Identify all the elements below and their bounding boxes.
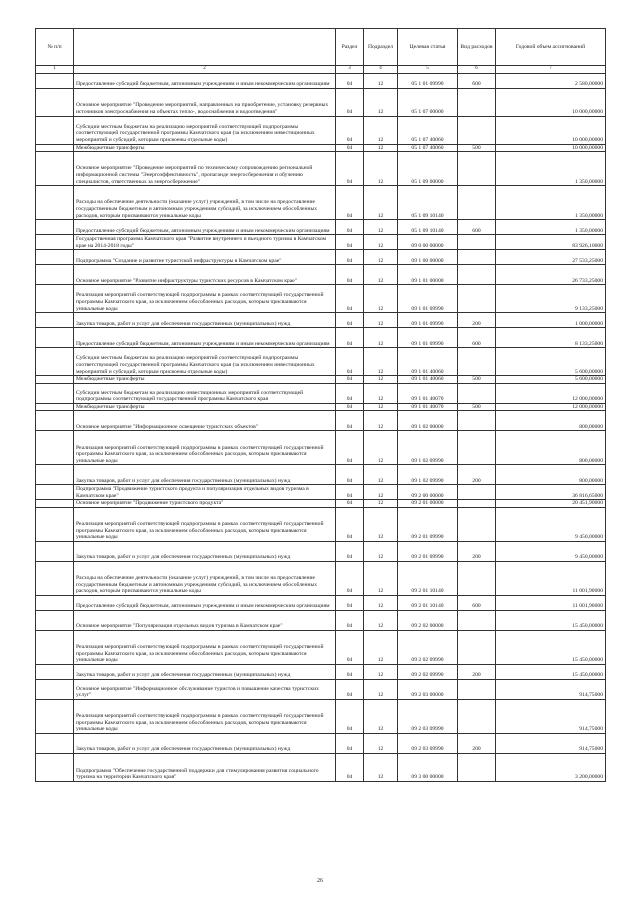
row-number-cell: [36, 595, 74, 610]
row-number-cell: [36, 507, 74, 541]
row-expense-type-cell: 500: [458, 144, 496, 152]
row-expense-type-cell: [458, 88, 496, 116]
row-expense-type-cell: 600: [458, 73, 496, 88]
row-name-cell: Закупка товаров, работ и услуг для обеспечения государственных (муниципальных) нужд: [74, 465, 336, 485]
row-expense-type-cell: [458, 507, 496, 541]
table-row: [36, 465, 606, 485]
row-amount-cell: 15 450,00000: [496, 664, 606, 679]
header-name: [74, 29, 336, 66]
row-razdel-cell: 04: [336, 285, 364, 313]
row-expense-type-cell: 600: [458, 328, 496, 348]
row-amount-cell: 12 000,00000: [496, 383, 606, 403]
row-number-cell: [36, 664, 74, 679]
table-row: [36, 664, 606, 679]
row-target-article-cell: 09 2 01 10140: [398, 595, 458, 610]
row-expense-type-cell: 600: [458, 595, 496, 610]
row-name-cell: Основное мероприятие "Проведение мероприятий, направленных на приобретение, установку резервных источников электроснабжения на объектах тепло-, водоснабжения и водоотведения": [74, 88, 336, 116]
row-expense-type-cell: 200: [458, 465, 496, 485]
row-podrazdel-cell: 12: [364, 610, 398, 630]
row-name-cell: Субсидии местным бюджетам на реализацию мероприятий соответствующей подпрограммы соответствующей государственной программы Камчатского края (за исключением инвестиционных мероприятий и субсидий, которым присвоены отдельные коды): [74, 348, 336, 376]
row-podrazdel-cell: 12: [364, 348, 398, 376]
row-razdel-cell: 04: [336, 507, 364, 541]
row-target-article-cell: 09 1 01 00000: [398, 265, 458, 285]
page-number: 26: [317, 878, 323, 884]
row-number-cell: [36, 186, 74, 220]
row-podrazdel-cell: 12: [364, 116, 398, 144]
budget-document: [35, 28, 605, 782]
row-podrazdel-cell: 12: [364, 733, 398, 753]
row-number-cell: [36, 235, 74, 250]
row-expense-type-cell: [458, 561, 496, 595]
row-target-article-cell: 09 1 00 00000: [398, 250, 458, 265]
row-number-cell: [36, 383, 74, 403]
column-index-row: [36, 66, 606, 74]
row-razdel-cell: 04: [336, 561, 364, 595]
row-expense-type-cell: [458, 186, 496, 220]
table-row: [36, 285, 606, 313]
row-number-cell: [36, 313, 74, 328]
row-name-cell: Предоставление субсидий бюджетным, автономным учреждениям и иным некоммерческим организациям: [74, 328, 336, 348]
row-number-cell: [36, 73, 74, 88]
row-razdel-cell: 04: [336, 403, 364, 411]
row-name-cell: Закупка товаров, работ и услуг для обеспечения государственных (муниципальных) нужд: [74, 541, 336, 561]
row-name-cell: Расходы на обеспечение деятельности (оказание услуг) учреждений, в том числе на предоставление государственным бюджетным и автономным учреждениям субсидий, за исключением обособленных расходов, которым присваиваются уникальные коды: [74, 561, 336, 595]
row-number-cell: [36, 679, 74, 699]
row-number-cell: [36, 265, 74, 285]
row-name-cell: Межбюджетные трансферты: [74, 403, 336, 411]
table-row: [36, 431, 606, 465]
row-target-article-cell: 09 3 00 00000: [398, 753, 458, 781]
row-razdel-cell: 04: [336, 348, 364, 376]
table-row: [36, 403, 606, 411]
table-row: [36, 541, 606, 561]
table-row: [36, 235, 606, 250]
row-target-article-cell: 09 2 00 00000: [398, 485, 458, 500]
table-row: [36, 73, 606, 88]
row-podrazdel-cell: 12: [364, 411, 398, 431]
row-expense-type-cell: [458, 610, 496, 630]
row-name-cell: Основное мероприятие "Развитие инфраструктуры туристских ресурсов в Камчатском крае": [74, 265, 336, 285]
row-razdel-cell: 04: [336, 465, 364, 485]
row-expense-type-cell: [458, 500, 496, 508]
row-razdel-cell: 04: [336, 88, 364, 116]
row-target-article-cell: 09 2 01 10140: [398, 561, 458, 595]
row-expense-type-cell: 200: [458, 541, 496, 561]
row-expense-type-cell: 200: [458, 733, 496, 753]
row-name-cell: Субсидии местным бюджетам на реализацию мероприятий соответствующей подпрограммы соответствующей государственной программы Камчатского края (за исключением инвестиционных мероприятий и субсидий, которым присвоены отдельные коды): [74, 116, 336, 144]
row-expense-type-cell: [458, 699, 496, 733]
table-row: [36, 265, 606, 285]
header-expense-type: Вид расходов: [458, 29, 496, 66]
col-index: 2: [74, 66, 336, 74]
row-target-article-cell: 09 1 01 40070: [398, 403, 458, 411]
row-target-article-cell: 09 2 02 09990: [398, 630, 458, 664]
row-podrazdel-cell: 12: [364, 465, 398, 485]
row-razdel-cell: 04: [336, 186, 364, 220]
table-row: [36, 152, 606, 186]
row-podrazdel-cell: 12: [364, 679, 398, 699]
row-number-cell: [36, 116, 74, 144]
row-name-cell: Закупка товаров, работ и услуг для обеспечения государственных (муниципальных) нужд: [74, 313, 336, 328]
row-amount-cell: 11 001,90000: [496, 595, 606, 610]
row-target-article-cell: 09 2 03 09990: [398, 699, 458, 733]
row-expense-type-cell: [458, 411, 496, 431]
row-amount-cell: 9 450,00000: [496, 507, 606, 541]
row-podrazdel-cell: 12: [364, 88, 398, 116]
row-expense-type-cell: [458, 383, 496, 403]
row-target-article-cell: 09 1 01 40060: [398, 348, 458, 376]
col-index: 4: [364, 66, 398, 74]
row-razdel-cell: 04: [336, 235, 364, 250]
row-podrazdel-cell: 12: [364, 285, 398, 313]
row-name-cell: Основное мероприятие "Информационное обслуживание туристов и повышение качества туристских услуг": [74, 679, 336, 699]
row-number-cell: [36, 753, 74, 781]
budget-table: [35, 28, 606, 782]
row-number-cell: [36, 348, 74, 376]
row-number-cell: [36, 610, 74, 630]
row-target-article-cell: 05 1 09 10140: [398, 220, 458, 235]
row-expense-type-cell: 200: [458, 313, 496, 328]
row-podrazdel-cell: 12: [364, 265, 398, 285]
row-target-article-cell: 09 2 02 00000: [398, 610, 458, 630]
row-amount-cell: 914,75000: [496, 733, 606, 753]
table-row: [36, 250, 606, 265]
table-row: [36, 610, 606, 630]
col-index: 1: [36, 66, 74, 74]
row-target-article-cell: 09 2 01 09990: [398, 507, 458, 541]
row-razdel-cell: 04: [336, 699, 364, 733]
row-podrazdel-cell: 12: [364, 235, 398, 250]
row-target-article-cell: 09 2 03 09990: [398, 733, 458, 753]
row-razdel-cell: 04: [336, 250, 364, 265]
row-podrazdel-cell: 12: [364, 383, 398, 403]
row-name-cell: Подпрограмма "Создание и развитие туристской инфраструктуры в Камчатском крае": [74, 250, 336, 265]
row-number-cell: [36, 541, 74, 561]
row-amount-cell: 5 600,00000: [496, 348, 606, 376]
row-number-cell: [36, 431, 74, 465]
row-expense-type-cell: [458, 116, 496, 144]
row-podrazdel-cell: 12: [364, 431, 398, 465]
row-target-article-cell: 09 1 02 09990: [398, 465, 458, 485]
row-amount-cell: 83 926,10000: [496, 235, 606, 250]
row-expense-type-cell: [458, 630, 496, 664]
row-name-cell: Реализация мероприятий соответствующей подпрограммы в рамках соответствующей государственной программы Камчатского края, за исключением обособленных расходов, которым присваиваются уникальные коды: [74, 431, 336, 465]
row-number-cell: [36, 500, 74, 508]
row-podrazdel-cell: 12: [364, 507, 398, 541]
row-amount-cell: 9 450,00000: [496, 541, 606, 561]
row-expense-type-cell: 500: [458, 403, 496, 411]
row-expense-type-cell: [458, 285, 496, 313]
row-podrazdel-cell: 12: [364, 313, 398, 328]
row-amount-cell: 12 000,00000: [496, 403, 606, 411]
row-podrazdel-cell: 12: [364, 485, 398, 500]
row-amount-cell: 1 350,00000: [496, 186, 606, 220]
row-razdel-cell: 04: [336, 630, 364, 664]
row-target-article-cell: 09 0 00 00000: [398, 235, 458, 250]
row-podrazdel-cell: 12: [364, 561, 398, 595]
row-podrazdel-cell: 12: [364, 73, 398, 88]
row-name-cell: Реализация мероприятий соответствующей подпрограммы в рамках соответствующей государственной программы Камчатского края, за исключением обособленных расходов, которым присваиваются уникальные коды: [74, 630, 336, 664]
row-razdel-cell: 04: [336, 733, 364, 753]
row-name-cell: Межбюджетные трансферты: [74, 376, 336, 384]
row-amount-cell: 1 000,00000: [496, 313, 606, 328]
row-razdel-cell: 04: [336, 144, 364, 152]
row-target-article-cell: 09 2 01 00000: [398, 500, 458, 508]
row-amount-cell: 8 133,25000: [496, 328, 606, 348]
table-row: [36, 383, 606, 403]
row-amount-cell: 10 000,00000: [496, 88, 606, 116]
table-row: [36, 313, 606, 328]
row-number-cell: [36, 699, 74, 733]
row-amount-cell: 1 350,00000: [496, 220, 606, 235]
row-number-cell: [36, 465, 74, 485]
row-name-cell: Предоставление субсидий бюджетным, автономным учреждениям и иным некоммерческим организациям: [74, 595, 336, 610]
table-row: [36, 500, 606, 508]
table-row: [36, 485, 606, 500]
row-name-cell: Основное мероприятие "Продвижение туристского продукта": [74, 500, 336, 508]
row-razdel-cell: 04: [336, 541, 364, 561]
row-podrazdel-cell: 12: [364, 328, 398, 348]
row-razdel-cell: 04: [336, 500, 364, 508]
row-amount-cell: 5 600,00000: [496, 376, 606, 384]
row-amount-cell: 10 000,00000: [496, 144, 606, 152]
row-target-article-cell: 05 1 07 00000: [398, 88, 458, 116]
row-target-article-cell: 09 1 02 09990: [398, 431, 458, 465]
row-razdel-cell: 04: [336, 431, 364, 465]
row-amount-cell: 800,00000: [496, 465, 606, 485]
header-row: [36, 29, 606, 66]
row-amount-cell: 27 533,25000: [496, 250, 606, 265]
row-number-cell: [36, 250, 74, 265]
row-amount-cell: 914,75000: [496, 679, 606, 699]
row-target-article-cell: 09 2 01 09990: [398, 541, 458, 561]
table-row: [36, 733, 606, 753]
row-razdel-cell: 04: [336, 610, 364, 630]
row-podrazdel-cell: 12: [364, 541, 398, 561]
row-expense-type-cell: [458, 348, 496, 376]
table-row: [36, 753, 606, 781]
table-row: [36, 88, 606, 116]
row-expense-type-cell: [458, 679, 496, 699]
row-name-cell: Подпрограмма "Обеспечение государственной поддержки для стимулирования развития социального туризма на территории Камчатского края": [74, 753, 336, 781]
row-amount-cell: 914,75000: [496, 699, 606, 733]
row-amount-cell: 36 816,65000: [496, 485, 606, 500]
row-amount-cell: 3 200,00000: [496, 753, 606, 781]
table-row: [36, 595, 606, 610]
row-amount-cell: 1 350,00000: [496, 152, 606, 186]
row-podrazdel-cell: 12: [364, 699, 398, 733]
row-target-article-cell: 09 1 01 09990: [398, 285, 458, 313]
row-amount-cell: 2 580,00000: [496, 73, 606, 88]
row-target-article-cell: 09 1 01 40060: [398, 376, 458, 384]
row-amount-cell: 9 133,25000: [496, 285, 606, 313]
row-target-article-cell: 09 2 03 00000: [398, 679, 458, 699]
row-expense-type-cell: [458, 485, 496, 500]
row-target-article-cell: 09 1 01 09990: [398, 313, 458, 328]
row-podrazdel-cell: 12: [364, 630, 398, 664]
row-razdel-cell: 04: [336, 383, 364, 403]
row-podrazdel-cell: 12: [364, 664, 398, 679]
row-podrazdel-cell: 12: [364, 595, 398, 610]
header-annual-amount: Годовой объем ассигнований: [496, 29, 606, 66]
row-name-cell: Закупка товаров, работ и услуг для обеспечения государственных (муниципальных) нужд: [74, 733, 336, 753]
row-podrazdel-cell: 12: [364, 250, 398, 265]
col-index: 5: [398, 66, 458, 74]
table-row: [36, 699, 606, 733]
row-name-cell: Межбюджетные трансферты: [74, 144, 336, 152]
row-number-cell: [36, 88, 74, 116]
row-razdel-cell: 04: [336, 152, 364, 186]
row-amount-cell: 800,00000: [496, 411, 606, 431]
row-amount-cell: 800,00000: [496, 431, 606, 465]
row-number-cell: [36, 561, 74, 595]
row-razdel-cell: 04: [336, 376, 364, 384]
row-number-cell: [36, 328, 74, 348]
row-expense-type-cell: [458, 235, 496, 250]
row-razdel-cell: 04: [336, 73, 364, 88]
row-podrazdel-cell: 12: [364, 186, 398, 220]
table-row: [36, 411, 606, 431]
table-row: [36, 116, 606, 144]
row-number-cell: [36, 285, 74, 313]
row-razdel-cell: 04: [336, 328, 364, 348]
row-name-cell: Основное мероприятие "Популяризация отдельных видов туризма в Камчатском крае": [74, 610, 336, 630]
row-number-cell: [36, 376, 74, 384]
row-expense-type-cell: [458, 431, 496, 465]
row-podrazdel-cell: 12: [364, 220, 398, 235]
row-podrazdel-cell: 12: [364, 403, 398, 411]
table-row: [36, 630, 606, 664]
row-expense-type-cell: [458, 265, 496, 285]
row-amount-cell: 26 733,25000: [496, 265, 606, 285]
row-name-cell: Государственная программа Камчатского края "Развитие внутреннего и въездного туризма в Камчатском крае на 2014-2018 годы": [74, 235, 336, 250]
row-amount-cell: 15 450,00000: [496, 630, 606, 664]
row-name-cell: Предоставление субсидий бюджетным, автономным учреждениям и иным некоммерческим организациям: [74, 73, 336, 88]
row-razdel-cell: 04: [336, 220, 364, 235]
row-name-cell: Реализация мероприятий соответствующей подпрограммы в рамках соответствующей государственной программы Камчатского края, за исключением обособленных расходов, которым присваиваются уникальные коды: [74, 507, 336, 541]
row-name-cell: Подпрограмма "Продвижение туристского продукта и популяризация отдельных видов туризма в Камчатском крае": [74, 485, 336, 500]
row-podrazdel-cell: 12: [364, 376, 398, 384]
col-index: 3: [336, 66, 364, 74]
row-name-cell: Основное мероприятие "Проведение мероприятий по техническому сопровождению региональной информационной системы "Энергоэффективность", пропаганде энергосбережения и обучению специалистов, ответственных за энергосбережение": [74, 152, 336, 186]
row-expense-type-cell: 600: [458, 220, 496, 235]
row-podrazdel-cell: 12: [364, 753, 398, 781]
header-target-article: Целевая статья: [398, 29, 458, 66]
table-row: [36, 679, 606, 699]
row-expense-type-cell: 500: [458, 376, 496, 384]
row-razdel-cell: 04: [336, 485, 364, 500]
row-number-cell: [36, 152, 74, 186]
row-target-article-cell: 09 1 01 09990: [398, 328, 458, 348]
row-name-cell: Расходы на обеспечение деятельности (оказание услуг) учреждений, в том числе на предоставление государственным бюджетным и автономным учреждениям субсидий, за исключением обособленных расходов, которым присваиваются уникальные коды: [74, 186, 336, 220]
row-razdel-cell: 04: [336, 664, 364, 679]
table-row: [36, 507, 606, 541]
header-number: № п/п: [36, 29, 74, 66]
row-razdel-cell: 04: [336, 411, 364, 431]
row-podrazdel-cell: 12: [364, 500, 398, 508]
row-amount-cell: 15 450,00000: [496, 610, 606, 630]
row-razdel-cell: 04: [336, 595, 364, 610]
row-name-cell: Основное мероприятие "Информационное освещение туристских объектов": [74, 411, 336, 431]
row-name-cell: Реализация мероприятий соответствующей подпрограммы в рамках соответствующей государственной программы Камчатского края, за исключением обособленных расходов, которым присваиваются уникальные коды: [74, 699, 336, 733]
table-row: [36, 144, 606, 152]
row-number-cell: [36, 403, 74, 411]
row-razdel-cell: 04: [336, 753, 364, 781]
row-number-cell: [36, 411, 74, 431]
table-row: [36, 328, 606, 348]
col-index: 6: [458, 66, 496, 74]
row-razdel-cell: 04: [336, 265, 364, 285]
row-target-article-cell: 09 1 01 40070: [398, 383, 458, 403]
table-row: [36, 561, 606, 595]
row-expense-type-cell: [458, 152, 496, 186]
row-name-cell: Предоставление субсидий бюджетным, автономным учреждениям и иным некоммерческим организациям: [74, 220, 336, 235]
row-podrazdel-cell: 12: [364, 144, 398, 152]
table-body: [36, 73, 606, 781]
row-expense-type-cell: [458, 753, 496, 781]
header-razdel: Раздел: [336, 29, 364, 66]
row-expense-type-cell: [458, 250, 496, 265]
row-target-article-cell: 05 1 09 10140: [398, 186, 458, 220]
table-row: [36, 220, 606, 235]
row-amount-cell: 20 451,90000: [496, 500, 606, 508]
row-razdel-cell: 04: [336, 313, 364, 328]
row-target-article-cell: 05 1 01 09990: [398, 73, 458, 88]
table-row: [36, 376, 606, 384]
row-number-cell: [36, 144, 74, 152]
row-target-article-cell: 05 1 09 00000: [398, 152, 458, 186]
row-target-article-cell: 05 1 07 40060: [398, 144, 458, 152]
row-razdel-cell: 04: [336, 679, 364, 699]
row-number-cell: [36, 220, 74, 235]
row-number-cell: [36, 630, 74, 664]
row-number-cell: [36, 733, 74, 753]
row-amount-cell: 10 000,00000: [496, 116, 606, 144]
table-row: [36, 348, 606, 376]
row-expense-type-cell: 200: [458, 664, 496, 679]
row-target-article-cell: 09 2 02 09990: [398, 664, 458, 679]
row-target-article-cell: 09 1 02 00000: [398, 411, 458, 431]
row-razdel-cell: 04: [336, 116, 364, 144]
row-target-article-cell: 05 1 07 40060: [398, 116, 458, 144]
row-amount-cell: 11 001,90000: [496, 561, 606, 595]
row-name-cell: Реализация мероприятий соответствующей подпрограммы в рамках соответствующей государственной программы Камчатского края, за исключением обособленных расходов, которым присваиваются уникальные коды: [74, 285, 336, 313]
row-name-cell: Субсидии местным бюджетам на реализацию инвестиционных мероприятий соответствующей подпрограммы соответствующей государственной программы Камчатского края: [74, 383, 336, 403]
row-number-cell: [36, 485, 74, 500]
row-podrazdel-cell: 12: [364, 152, 398, 186]
header-podrazdel: Подраздел: [364, 29, 398, 66]
table-row: [36, 186, 606, 220]
col-index: 7: [496, 66, 606, 74]
row-name-cell: Закупка товаров, работ и услуг для обеспечения государственных (муниципальных) нужд: [74, 664, 336, 679]
